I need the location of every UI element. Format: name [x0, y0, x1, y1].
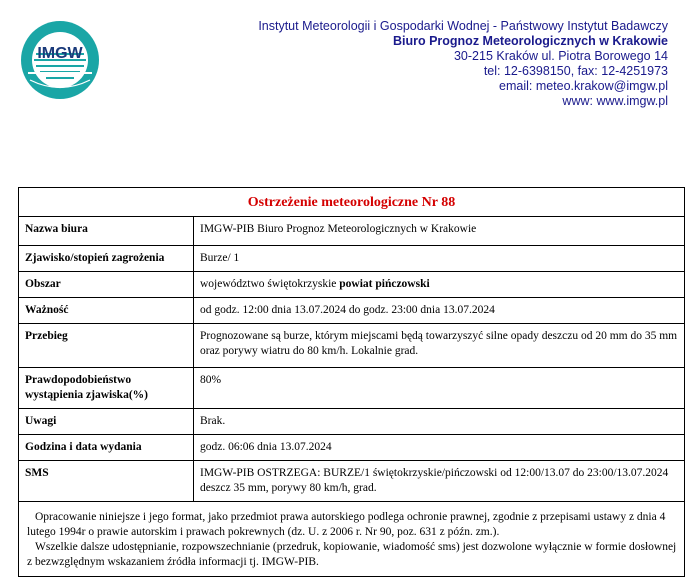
- table-row: [19, 367, 684, 408]
- address: 30-215 Kraków ul. Piotra Borowego 14: [453, 49, 668, 63]
- row-label: Prawdopodobieństwo wystąpienia zjawiska(%): [19, 367, 194, 408]
- copyright-footer: [19, 502, 684, 576]
- office-name: Biuro Prognoz Meteorologicznych w Krakowie: [392, 34, 668, 48]
- row-value-text: 80%: [200, 373, 222, 386]
- email: email: meteo.krakow@imgw.pl: [499, 79, 668, 93]
- row-label: Godzina i data wydania: [19, 434, 194, 460]
- row-value: [194, 323, 685, 367]
- table-row: [19, 297, 684, 323]
- row-value: [194, 434, 685, 460]
- warning-title: Ostrzeżenie meteorologiczne Nr 88: [19, 188, 684, 217]
- row-value-text: IMGW-PIB Biuro Prognoz Meteorologicznych w Krakowie: [200, 223, 477, 235]
- row-value: [194, 245, 685, 271]
- row-label: Zjawisko/stopień zagrożenia: [19, 245, 194, 271]
- phone-fax: tel: 12-6398150, fax: 12-4251973: [483, 64, 668, 78]
- row-value-text: Burze/ 1: [200, 251, 240, 264]
- row-value: [194, 217, 685, 245]
- row-value-text: województwo świętokrzyskie: [200, 277, 340, 290]
- table-row: [19, 271, 684, 297]
- row-label: Przebieg: [19, 323, 194, 367]
- row-value: [194, 408, 685, 434]
- table-row: [19, 323, 684, 367]
- row-value-text: Brak.: [200, 414, 226, 427]
- table-row: [19, 408, 684, 434]
- row-label: Obszar: [19, 271, 194, 297]
- table-row: [19, 217, 684, 245]
- copyright-paragraph-2: Wszelkie dalsze udostępnianie, rozpowszechnianie (przedruk, kopiowanie, wiadomość sms) jest dozwolone wyłącznie w formie dosłownej z bezwzględnym wskazaniem źródła informacji tj. IMGW-PIB.: [27, 540, 677, 568]
- institute-header: [258, 19, 668, 109]
- warning-document: [18, 187, 685, 577]
- row-value: [194, 297, 685, 323]
- website: www: www.imgw.pl: [562, 94, 668, 108]
- row-label: SMS: [19, 460, 194, 501]
- row-value: [194, 367, 685, 408]
- row-value-text: godz. 06:06 dnia 13.07.2024: [200, 440, 332, 453]
- row-label: Ważność: [19, 297, 194, 323]
- table-row: [19, 434, 684, 460]
- imgw-logo: [20, 20, 100, 100]
- row-label: Uwagi: [19, 408, 194, 434]
- institute-name: Instytut Meteorologii i Gospodarki Wodnej - Państwowy Instytut Badawczy: [258, 19, 668, 33]
- logo-text: IMGW: [37, 45, 83, 62]
- row-value: [194, 460, 685, 501]
- row-value: [194, 271, 685, 297]
- row-value-text: od godz. 12:00 dnia 13.07.2024 do godz. 23:00 dnia 13.07.2024: [200, 303, 495, 316]
- row-label: Nazwa biura: [19, 217, 194, 245]
- row-value-text: Prognozowane są burze, którym miejscami będą towarzyszyć silne opady deszczu od 20 mm do 35 mm oraz porywy wiatru do 80 km/h. Lokalnie grad.: [200, 329, 678, 357]
- row-value-text: IMGW-PIB OSTRZEGA: BURZE/1 świętokrzyskie/pińczowski od 12:00/13.07 do 23:00/13.07.2024 deszcz 35 mm, porywy 80 km/h, grad.: [200, 466, 669, 494]
- warning-table: [19, 217, 684, 502]
- table-row: [19, 460, 684, 501]
- row-value-bold: powiat pińczowski: [339, 277, 430, 290]
- table-row: [19, 245, 684, 271]
- copyright-paragraph-1: Opracowanie niniejsze i jego format, jako przedmiot prawa autorskiego podlega ochronie prawnej, zgodnie z przepisami ustawy z dnia 4 lutego 1994r o prawie autorskim i prawach pokrewnych (dz. U. z 2006 r. Nr 90, poz. 631 z późn. zm.).: [27, 510, 666, 538]
